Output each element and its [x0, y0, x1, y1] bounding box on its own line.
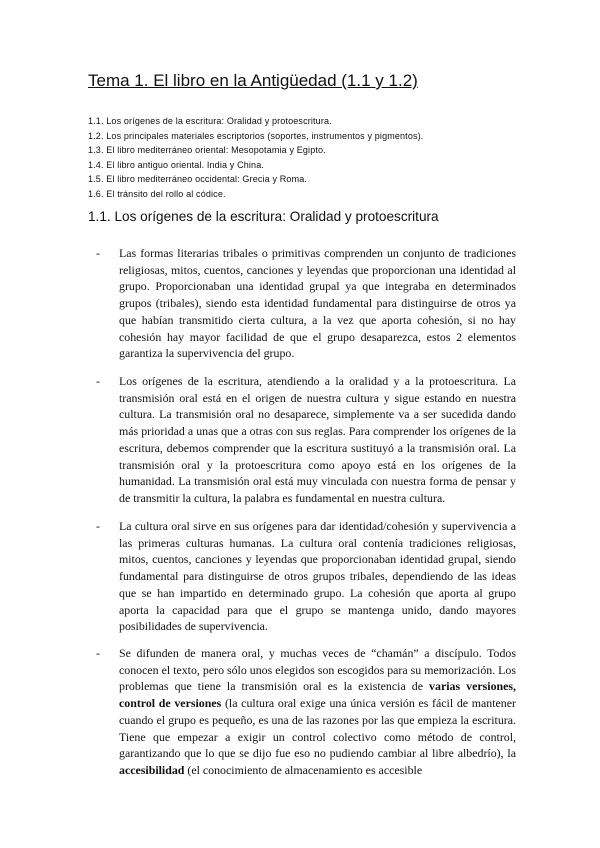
section-heading: 1.1. Los orígenes de la escritura: Oralidad y protoescritura — [88, 209, 439, 224]
list-item — [96, 645, 516, 779]
toc-item: 1.5. El libro mediterráneo occidental: Grecia y Roma. — [88, 174, 308, 184]
bullet-marker: - — [96, 519, 100, 533]
paragraph-text — [119, 645, 516, 779]
list-item — [96, 518, 516, 635]
table-of-contents — [88, 114, 528, 201]
bold-term: varias versiones, control de versiones — [119, 679, 517, 711]
paragraph-text-part: Se difunden de manera oral, y muchas veces de “chamán” a discípulo. Todos conocen el texto, pero sólo unos elegidos son escogidos para su memorización. Los problemas que tiene la transmisión oral es la existencia de — [119, 646, 516, 694]
list-item — [96, 373, 516, 507]
paragraph-text-part: (el conocimiento de almacenamiento es accesible — [184, 762, 423, 777]
bullet-marker: - — [96, 374, 100, 388]
paragraph-text: La cultura oral sirve en sus orígenes para dar identidad/cohesión y supervivencia a las primeras culturas humanas. La cultura oral contenía tradiciones religiosas, mitos, cuentos, canciones y leyendas que proporcionaban identidad grupal, siendo fundamental para distinguirse de otros grupos tribales, dependiendo de las ideas que se han impartido en determinado grupo. La cohesión que aporta al grupo aporta la capacidad para que el grupo se mantenga unido, dando mayores posibilidades de supervivencia. — [119, 519, 516, 634]
toc-item: 1.4. El libro antiguo oriental. India y China. — [88, 159, 265, 170]
bullet-marker: - — [96, 646, 100, 660]
toc-item: 1.3. El libro mediterráneo oriental: Mesopotamia y Egipto. — [88, 145, 326, 155]
bullet-marker: - — [96, 246, 100, 260]
page-title: Tema 1. El libro en la Antigüedad (1.1 y 1.2) — [88, 71, 418, 90]
toc-item: 1.1. Los orígenes de la escritura: Oralidad y protoescritura. — [88, 116, 332, 126]
toc-item: 1.6. El tránsito del rollo al códice. — [88, 188, 226, 199]
paragraph-text: Las formas literarias tribales o primitivas comprenden un conjunto de tradiciones religiosas, mitos, cuentos, canciones y leyendas que proporcionan una identidad al grupo. Proporcionaban una identidad grupal ya que integraba en determinados grupos (tribales), siendo esta identidad fundamental para distinguirse de otros ya que habían transmitido cierta cultura, a la vez que aporta cohesión, si no hay cohesión hay mayor facilidad de que el grupo desaparezca, estos 2 elementos garantiza la supervivencia del grupo. — [119, 246, 516, 361]
list-item — [96, 245, 516, 362]
paragraph-text-part: (la cultura oral exige una única versión es fácil de mantener cuando el grupo es pequeño, es una de las razones por las que empieza la escritura. Tiene que empezar a exigir un control colectivo como método de control, garantizando que lo que se dijo fue eso no pudiendo cambiar al libre albedrío), la — [119, 696, 516, 761]
paragraph-text: Los orígenes de la escritura, atendiendo a la oralidad y a la protoescritura. La transmisión oral está en el origen de nuestra cultura y sigue estando en nuestra cultura. La transmisión oral no desaparece, simplemente va a ser sucedida dando más prioridad a unas que a otras con sus reglas. Para comprender los orígenes de la escritura, debemos comprender que la escritura sustituyó a la transmisión oral. La transmisión oral y la protoescritura como apoyo está en los orígenes de la humanidad. La transmisión oral está muy vinculada con nuestra forma de pensar y de transmitir la cultura, la palabra es fundamental en nuestra cultura. — [119, 374, 516, 505]
toc-item: 1.2. Los principales materiales escriptorios (soportes, instrumentos y pigmentos). — [88, 130, 424, 141]
bold-term: accesibilidad — [119, 762, 185, 777]
